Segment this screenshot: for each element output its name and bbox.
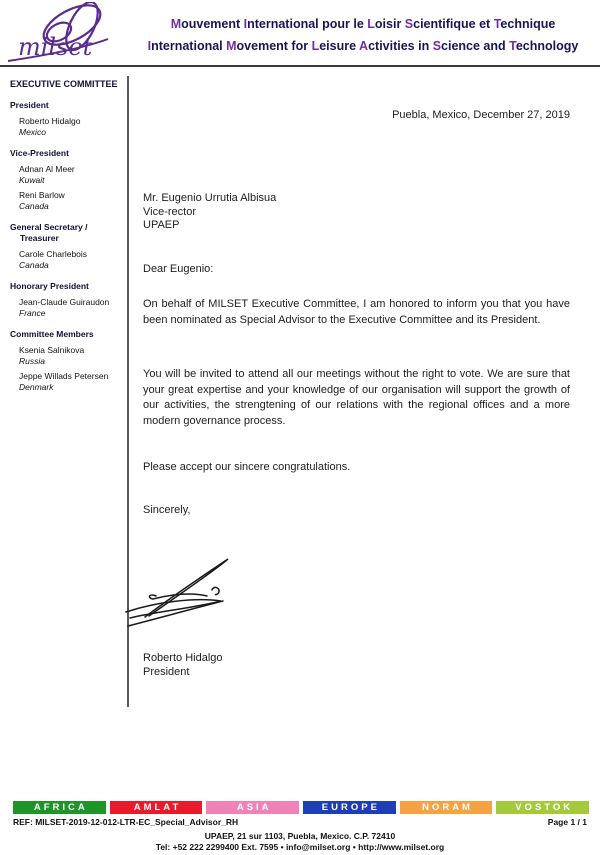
- accent-letter: M: [170, 17, 182, 31]
- title-text: nternational pour le: [247, 17, 368, 31]
- sidebar-member: [10, 164, 122, 185]
- accent-letter: S: [432, 39, 442, 53]
- signature-block: [143, 652, 223, 679]
- title-text: oisir: [374, 17, 405, 31]
- letterhead-title: [132, 13, 594, 57]
- accent-letter: I: [243, 17, 248, 31]
- member-country: Canada: [19, 259, 49, 270]
- accent-letter: A: [359, 39, 369, 53]
- accent-letter: M: [226, 39, 237, 53]
- letterhead-title-line: [132, 35, 594, 57]
- title-text: echnology: [515, 39, 579, 53]
- title-text: nternational: [151, 39, 227, 53]
- member-country: Canada: [19, 200, 49, 211]
- region-bar-amlat: AMLAT: [110, 801, 203, 814]
- accent-letter: L: [367, 17, 375, 31]
- accent-letter: S: [404, 17, 414, 31]
- letterhead-title-line: [132, 13, 594, 35]
- recipient-line: Mr. Eugenio Urrutia Albisua: [143, 192, 277, 204]
- recipient-line: UPAEP: [143, 219, 180, 231]
- sidebar-role: Honorary President: [10, 281, 89, 291]
- signature-scribble: [124, 549, 242, 637]
- region-bars: [13, 801, 589, 814]
- region-bar-europe: EUROPE: [303, 801, 396, 814]
- sidebar-member: [10, 345, 122, 366]
- sidebar-member: [10, 190, 122, 211]
- title-text: eisure: [319, 39, 360, 53]
- title-text: ouvement: [181, 17, 244, 31]
- accent-letter: T: [493, 17, 501, 31]
- title-text: ovement for: [236, 39, 312, 53]
- signer-title: President: [143, 665, 190, 678]
- member-country: Mexico: [19, 126, 46, 137]
- member-name: Ksenia Salnikova: [19, 345, 85, 355]
- body-paragraph-3: Please accept our sincere congratulations.: [143, 461, 351, 473]
- title-text: echnique: [500, 17, 556, 31]
- member-name: Reni Barlow: [19, 190, 65, 200]
- recipient-block: [143, 192, 276, 233]
- body-paragraph-1: On behalf of MILSET Executive Committee, I am honored to inform you that you have been nominated as Special Advisor to the Executive Committee and its President.: [143, 298, 570, 326]
- member-country: France: [19, 307, 46, 318]
- region-bar-africa: AFRICA: [13, 801, 106, 814]
- sidebar-member: [10, 249, 122, 270]
- closing-line: Sincerely,: [143, 504, 191, 516]
- page-number: Page 1 / 1: [547, 817, 587, 827]
- member-country: Russia: [19, 355, 45, 366]
- region-bar-vostok: VOSTOK: [496, 801, 589, 814]
- salutation: Dear Eugenio:: [143, 263, 214, 275]
- sidebar-member: [10, 297, 122, 318]
- address-line: UPAEP, 21 sur 1103, Puebla, Mexico. C.P. 72410: [204, 831, 396, 841]
- sidebar-sections: [10, 100, 122, 392]
- footer-address-block: [0, 831, 600, 853]
- sidebar-role: President: [10, 100, 49, 110]
- accent-letter: L: [311, 39, 320, 53]
- member-name: Jean-Claude Guiraudon: [19, 297, 110, 307]
- region-bar-asia: ASIA: [206, 801, 299, 814]
- signer-name: Roberto Hidalgo: [143, 652, 223, 664]
- recipient-line: Vice-rector: [143, 205, 196, 218]
- sidebar-title: EXECUTIVE COMMITTEE: [10, 79, 118, 89]
- accent-letter: I: [147, 39, 152, 53]
- sidebar-role: General Secretary / Treasurer: [10, 222, 88, 243]
- member-name: Adnan Al Meer: [19, 164, 75, 174]
- document-ref: REF: MILSET-2019-12-012-LTR-EC_Special_Advisor_RH: [13, 817, 239, 827]
- accent-letter: T: [509, 39, 516, 53]
- member-name: Roberto Hidalgo: [19, 116, 81, 126]
- date-line: Puebla, Mexico, December 27, 2019: [392, 109, 570, 121]
- contact-line: Tel: +52 222 2299400 Ext. 7595 • info@milset.org • http://www.milset.org: [155, 842, 445, 852]
- member-name: Carole Charlebois: [19, 249, 88, 259]
- member-name: Jeppe Willads Petersen: [19, 371, 109, 381]
- title-text: ctivities in: [368, 39, 433, 53]
- sidebar-role: Vice-President: [10, 148, 69, 158]
- title-text: cientifique et: [413, 17, 494, 31]
- title-text: cience and: [441, 39, 510, 53]
- footer-ref-row: [13, 817, 587, 827]
- sidebar-role: Committee Members: [10, 329, 94, 339]
- milset-logo: [6, 2, 132, 64]
- header-rule: [0, 65, 600, 67]
- member-country: Kuwait: [19, 174, 45, 185]
- body-paragraph-2: You will be invited to attend all our meetings without the right to vote. We are sure that your great expertise and your knowledge of our organisation will support the growth of our activities, the strengtening of our relations with the regional offices and a more modern governance process.: [143, 368, 570, 427]
- logo-script-text: milset: [18, 33, 93, 61]
- sidebar-member: [10, 116, 122, 137]
- member-country: Denmark: [19, 381, 54, 392]
- sidebar-member: [10, 371, 122, 392]
- executive-committee-sidebar: [10, 79, 122, 392]
- region-bar-noram: NORAM: [400, 801, 493, 814]
